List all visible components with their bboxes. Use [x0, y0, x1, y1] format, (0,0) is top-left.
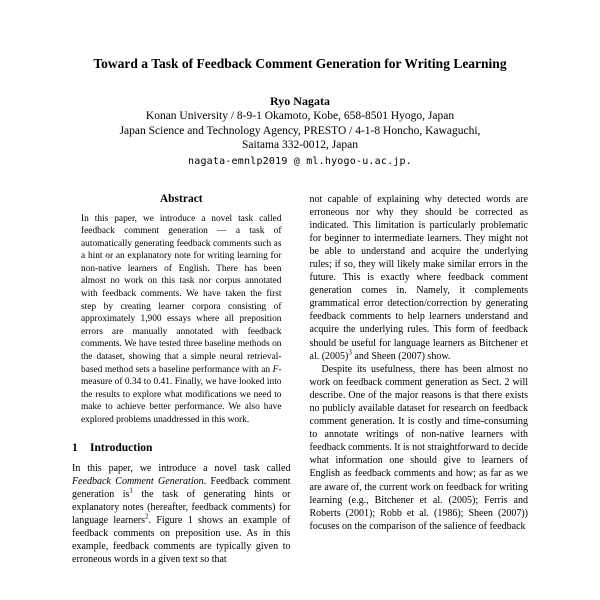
abstract-text — [81, 213, 282, 427]
section-number: 1 — [72, 441, 78, 454]
intro-run-4: . Figure 1 shows an example of feedback comments on preposition use. As in this example, feedback comments are typically given to erroneous words in a given text so that — [72, 514, 291, 566]
affiliation-line-3: Saitama 332-0012, Japan — [242, 139, 358, 151]
abstract-f-italic: F — [272, 364, 279, 375]
intro-run-3: the task of generating hints or explanatory notes (hereafter, feedback comments) for language learners — [72, 488, 291, 526]
intro-task-name-italic: Feedback Comment Generation — [72, 475, 204, 487]
intro-paragraph-1 — [72, 462, 291, 567]
section-heading-introduction — [72, 442, 291, 454]
abstract-run-1: In this paper, we introduce a novel task called feedback comment generation — a task of automatically generating feedback comments such as a hint or an explanatory note for writing learning for non-native learners of English. There has been almost no work on this task nor corpus annotated with feedback comments. We have taken the first step by creating learner corpora consisting of approximately 1,900 essays where all preposition errors are manually annotated with feedback comments. We have tested three baseline methods on the dataset, showing that a simple neural retrieval-based method sets a baseline performance with an — [81, 213, 282, 375]
right-paragraph-2: Despite its usefulness, there has been almost no work on feedback comment generation as Sect. 2 will describe. One of the major reasons is that there exists no publicly available dataset for research on feedback comment generation. It is costly and time-consuming to annotate writings of non-native learners with feedback comments. It is not straightforward to decide what information one should give to learners of English as feedback comments and how; as far as we are aware of, the current work on feedback for writing learning (e.g., Bitchener et al. (2005); Ferris and Roberts (2001); Robb et al. (1986); Sheen (2007)) focuses on the comparison of the salience of feedback — [309, 363, 528, 532]
left-column — [72, 193, 291, 567]
affiliation-line-2: Japan Science and Technology Agency, PRESTO / 4-1-8 Honcho, Kawaguchi, — [119, 124, 481, 137]
paper-title: Toward a Task of Feedback Comment Generation for Writing Learning — [93, 56, 507, 71]
footnote-marker-2: 2 — [145, 512, 149, 521]
footnote-marker-1: 1 — [129, 486, 133, 495]
author-name: Ryo Nagata — [270, 94, 330, 108]
footnote-marker-3: 3 — [348, 348, 352, 357]
author-email: nagata-emnlp2019 @ ml.hyogo-u.ac.jp. — [188, 155, 412, 167]
intro-run-2: . Feedback comment generation is — [72, 475, 291, 500]
right-column — [310, 193, 529, 567]
affiliation-line-1: Konan University / 8-9-1 Okamoto, Kobe, 658-8501 Hyogo, Japan — [145, 110, 455, 122]
intro-run-1: In this paper, we introduce a novel task called — [72, 462, 291, 474]
right-paragraph-1 — [310, 193, 529, 363]
right-p1-run-2: and Sheen (2007) show. — [351, 350, 451, 362]
abstract-heading: Abstract — [159, 192, 203, 205]
right-p1-run-1: not capable of explaining why detected words are erroneous nor why they should be corrected as indicated. This limitation is particularly problematic for beginner to intermediate learners. They might not be able to understand and acquire the underlying rules; if so, they will likely make similar errors in the future. This is exactly where feedback comment generation comes in. Namely, it complements grammatical error detection/correction by generating feedback comments to help learners understand and acquire the underlying rules. This form of feedback should be useful for language learners as Bitchener et al. (2005) — [309, 193, 528, 362]
two-column-body — [72, 193, 528, 567]
abstract-run-2: -measure of 0.34 to 0.41. Finally, we have looked into the results to explore what modifications we need to make to achieve better performance. We also have explored problems unaddressed in this work. — [81, 364, 282, 425]
section-title: Introduction — [90, 441, 153, 454]
abstract-section — [72, 193, 291, 427]
